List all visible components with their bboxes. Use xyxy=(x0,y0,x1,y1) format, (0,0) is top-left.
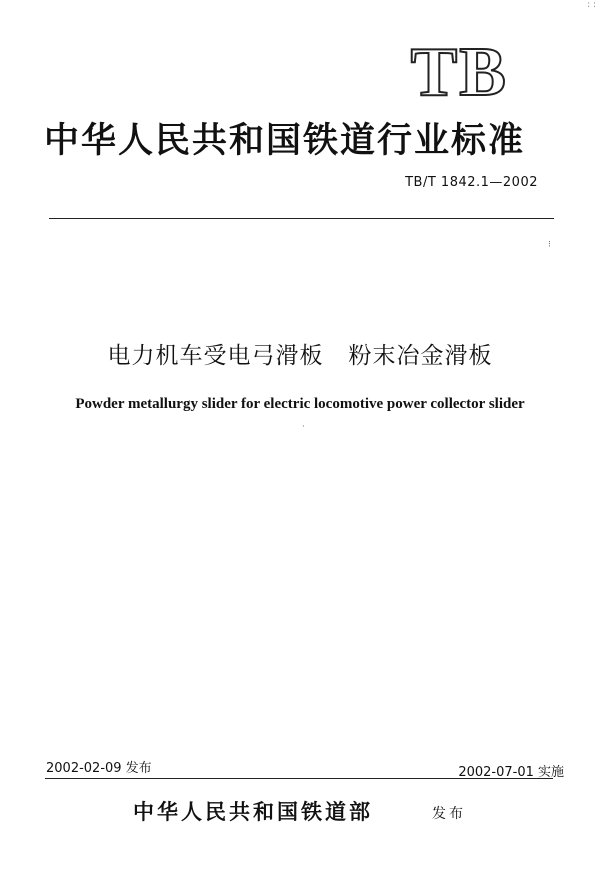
scan-speck: · xyxy=(302,422,305,432)
issuing-authority: 中华人民共和国铁道部 xyxy=(133,800,373,824)
issuing-label: 发布 xyxy=(432,806,466,822)
issue-date: 2002-02-09 发布 xyxy=(46,761,152,776)
document-title-chinese: 电力机车受电弓滑板 粉末冶金滑板 xyxy=(107,343,493,369)
document-title-english: Powder metallurgy slider for electric locomotive power collector slider xyxy=(75,396,525,412)
tb-logo: TB xyxy=(410,34,508,111)
edge-marks: : : xyxy=(587,0,596,10)
scan-speck: ⁝ xyxy=(548,240,551,250)
implement-date: 2002-07-01 实施 xyxy=(458,765,564,780)
bottom-divider xyxy=(45,778,553,779)
standard-code: TB/T 1842.1—2002 xyxy=(405,175,538,190)
standard-organization: 中华人民共和国铁道行业标准 xyxy=(44,121,526,161)
top-divider xyxy=(49,218,554,219)
